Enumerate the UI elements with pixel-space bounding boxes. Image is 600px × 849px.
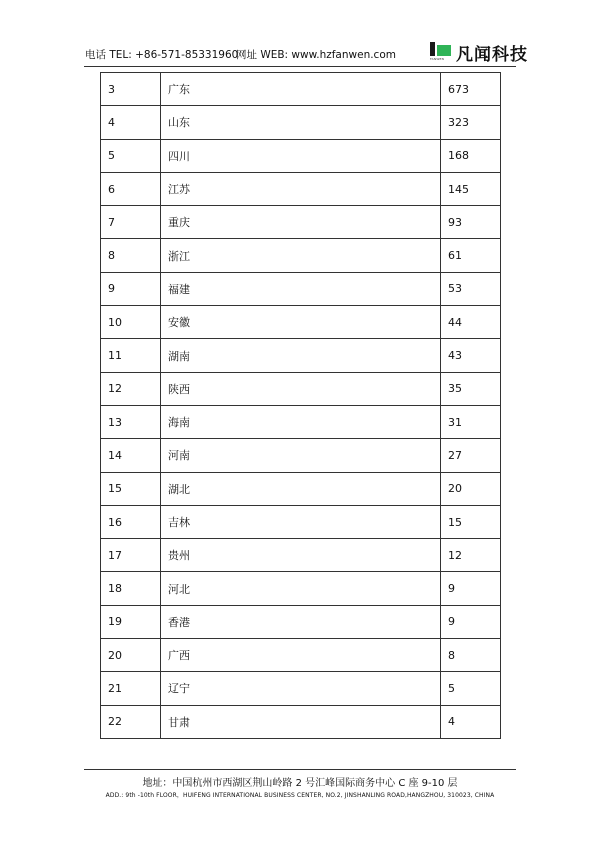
value-cell: 8 [441, 639, 501, 672]
value-cell: 53 [441, 272, 501, 305]
value-cell: 5 [441, 672, 501, 705]
table-row [101, 572, 501, 605]
region-cell: 河北 [161, 572, 441, 605]
company-logo [428, 40, 528, 65]
value-cell: 15 [441, 505, 501, 538]
logo-mark-icon [430, 42, 452, 59]
value-cell: 323 [441, 106, 501, 139]
value-cell: 93 [441, 206, 501, 239]
value-cell: 27 [441, 439, 501, 472]
region-cell: 湖南 [161, 339, 441, 372]
table-row [101, 505, 501, 538]
rank-cell: 8 [101, 239, 161, 272]
table-row [101, 405, 501, 438]
region-cell: 重庆 [161, 206, 441, 239]
region-cell: 河南 [161, 439, 441, 472]
footer-divider [84, 769, 516, 770]
rank-cell: 4 [101, 106, 161, 139]
region-cell: 四川 [161, 139, 441, 172]
value-cell: 35 [441, 372, 501, 405]
region-cell: 香港 [161, 605, 441, 638]
page-header [0, 0, 600, 70]
rank-cell: 10 [101, 306, 161, 339]
region-cell: 海南 [161, 405, 441, 438]
value-cell: 31 [441, 405, 501, 438]
value-cell: 61 [441, 239, 501, 272]
table-row [101, 73, 501, 106]
region-cell: 贵州 [161, 539, 441, 572]
header-divider [84, 66, 516, 67]
value-cell: 9 [441, 605, 501, 638]
region-cell: 辽宁 [161, 672, 441, 705]
region-cell: 甘肃 [161, 705, 441, 738]
rank-cell: 6 [101, 172, 161, 205]
rank-cell: 5 [101, 139, 161, 172]
rank-cell: 14 [101, 439, 161, 472]
logo-text: 凡闻科技 [456, 45, 528, 65]
logo-subtext: FANWEN [430, 57, 445, 61]
table-row [101, 639, 501, 672]
value-cell: 145 [441, 172, 501, 205]
region-cell: 广西 [161, 639, 441, 672]
region-cell: 福建 [161, 272, 441, 305]
rank-cell: 15 [101, 472, 161, 505]
table-row [101, 306, 501, 339]
ranking-table [100, 72, 501, 739]
rank-cell: 22 [101, 705, 161, 738]
value-cell: 673 [441, 73, 501, 106]
rank-cell: 17 [101, 539, 161, 572]
table-row [101, 472, 501, 505]
table-row [101, 172, 501, 205]
region-cell: 安徽 [161, 306, 441, 339]
value-cell: 168 [441, 139, 501, 172]
region-cell: 广东 [161, 73, 441, 106]
region-cell: 湖北 [161, 472, 441, 505]
value-cell: 20 [441, 472, 501, 505]
table-row [101, 672, 501, 705]
table-row [101, 372, 501, 405]
header-phone: 电话 TEL: +86-571-85331960 [85, 49, 239, 61]
table-row [101, 206, 501, 239]
header-website: 网址 WEB: www.hzfanwen.com [236, 49, 396, 61]
table-row [101, 539, 501, 572]
rank-cell: 7 [101, 206, 161, 239]
region-cell: 山东 [161, 106, 441, 139]
footer-address-en: ADD.: 9th -10th FLOOR，HUIFENG INTERNATIONAL BUSINESS CENTER, NO.2, JINSHANLING ROAD,HANGZHOU, 310023, CHINA [105, 792, 495, 799]
table-row [101, 239, 501, 272]
rank-cell: 13 [101, 405, 161, 438]
region-cell: 江苏 [161, 172, 441, 205]
table-row [101, 139, 501, 172]
table-row [101, 439, 501, 472]
rank-cell: 18 [101, 572, 161, 605]
table-row [101, 339, 501, 372]
rank-cell: 3 [101, 73, 161, 106]
rank-cell: 11 [101, 339, 161, 372]
region-cell: 陕西 [161, 372, 441, 405]
table-row [101, 705, 501, 738]
rank-cell: 16 [101, 505, 161, 538]
value-cell: 44 [441, 306, 501, 339]
value-cell: 12 [441, 539, 501, 572]
region-cell: 浙江 [161, 239, 441, 272]
table-row [101, 272, 501, 305]
value-cell: 4 [441, 705, 501, 738]
rank-cell: 20 [101, 639, 161, 672]
rank-cell: 19 [101, 605, 161, 638]
table-row [101, 605, 501, 638]
footer-address-cn: 地址：中国杭州市西湖区荆山岭路 2 号汇峰国际商务中心 C 座 9-10 层 [142, 778, 458, 789]
region-cell: 吉林 [161, 505, 441, 538]
rank-cell: 9 [101, 272, 161, 305]
rank-cell: 21 [101, 672, 161, 705]
value-cell: 43 [441, 339, 501, 372]
rank-cell: 12 [101, 372, 161, 405]
table-row [101, 106, 501, 139]
value-cell: 9 [441, 572, 501, 605]
